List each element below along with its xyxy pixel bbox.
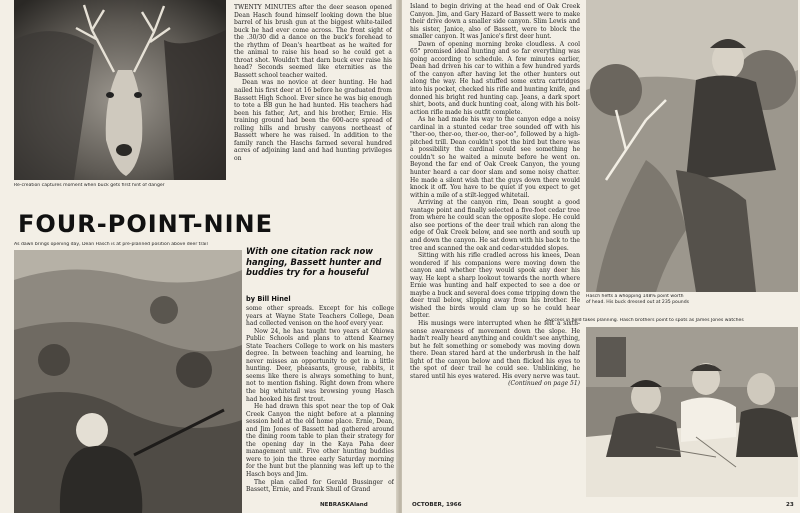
paragraph: Dean was no novice at deer hunting. He had nailed his first deer at 16 before he graduated from Bassett High School. Ever since he was big enough to tote a BB gun he had hunted. His teachers had been his father, Art, and his brother, Ernie. His training ground had been the 600-acre spread of rolling hills and brushy canyons northeast of Bassett where he was raised. In addition to the family ranch the Haschs farmed several hundred acres of adjoining land and had hunting privileges on <box>234 79 392 162</box>
article-column <box>234 4 392 202</box>
paragraph: TWENTY MINUTES after the deer season opened Dean Hasch found himself looking down the blue barrel of his brush gun at the biggest white-tailed buck he had ever come across. The front sight of the .30/30 did a dance on the buck's forehead to the rhythm of Dean's heartbeat as he waited for the animal to raise his head so he could get a throat shot. Wouldn't that darn buck ever raise his head? Seconds seemed like eternities as the Bassett school teacher waited. <box>234 4 392 79</box>
photo-caption: Re-creation captures moment when buck gets first hint of danger <box>14 183 165 188</box>
photo-caption: As dawn brings opening day, Dean Hasch is at pre-planned position above deer trail <box>14 242 208 247</box>
paragraph: The plan called for Gerald Bussinger of Bassett, Ernie, and Frank Shull of Grand <box>246 478 394 494</box>
paragraph: He had drawn this spot near the top of Oak Creek Canyon the night before at a planning session held at the old home place. Ernie, Dean, and Jim Jones of Bassett had gathered around the dining room table to plan their strategy for the opening day in the Kaya Paha deer management unit. Five other hunting buddies were to join the three early Saturday morning for the hunt but the planning was left up to the Hasch boys and Jim. <box>246 403 394 479</box>
paragraph: Arriving at the canyon rim, Dean sought a good vantage point and finally selected a five-foot cedar tree from where he could scan the opposite slope. He could also see portions of the deer trail which ran along the edge of Oak Creek below, and see north and south up and down the canyon. He sat down with his back to the tree and scanned the oak and cedar-studded slopes. <box>410 199 580 252</box>
folio-page-number: 23 <box>786 502 794 508</box>
photo-planning-session <box>586 327 798 497</box>
paragraph: Island to begin driving at the head end of Oak Creek Canyon. Jim, and Gary Hazard of Bassett were to make their drive down a smaller side canyon. Slim Lewis and his sister, Janice, also of Bassett, were to block the smaller canyon. It was Janice's first deer hunt. <box>410 3 580 41</box>
paragraph: His musings were interrupted when he felt a sixth-sense awareness of movement down the slope. He hadn't really heard anything and couldn't see anything, but he felt something or somebody was moving down there. Dean stared hard at the underbrush in the half light of the canyon below and then flicked his eyes to the spot of deer trail he could see. Unblinking, he stared until his eyes watered. His every nerve was taut. <box>410 319 580 380</box>
paragraph: Now 24, he has taught two years at Ohiowa Public Schools and plans to attend Kearney State Teachers College to work on his masters degree. In between teaching and learning, he never misses an opportunity to get in a little hunting. Deer, pheasants, grouse, rabbits, it seems like there is always something to hunt, not to mention fishing. Right down from where the big whitetail was browsing young Hasch had hooked his first trout. <box>246 327 394 403</box>
article-deck: With one citation rack now hanging, Bassett hunter and buddies try for a houseful <box>246 246 382 278</box>
folio-date: OCTOBER, 1966 <box>412 502 462 508</box>
photo-deer-closeup <box>14 0 226 180</box>
photo-caption <box>586 294 798 306</box>
paragraph: some other spreads. Except for his college years at Wayne State Teachers College, Dean had collected venison on the hoof every year. <box>246 305 394 328</box>
caption-line: of head. His buck dressed out at 235 pounds <box>586 300 690 305</box>
article-headline: FOUR-POINT-NINE <box>18 210 274 238</box>
paragraph: As he had made his way to the canyon edge a noisy cardinal in a stunted cedar tree sounded off with his "ther-oo, ther-oo, ther-oo, ther-oo", followed by a high-pitched trill. Dean couldn't spot the bird but there was a possibility the cardinal could see something he couldn't so he waited a minute before he went on. Beyond the far end of Oak Creek Canyon, the young hunter heard a car door slam and some noisy chatter. He made a silent wish that the guys down there would knock it off. You have to be quiet if you expect to get within a mile of a stilt-legged whitetail. <box>410 116 580 199</box>
folio-magazine: NEBRASKAland <box>320 502 368 508</box>
continued-note: (Continued on page 51) <box>508 380 580 388</box>
paragraph: Sitting with his rifle cradled across his knees, Dean wondered if his companions were moving down the canyon and whether they would spook any deer his way. He kept a sharp lookout towards the north where Ernie was hunting and half expected to see a doe or maybe a buck and several does come tripping down the deer trail below, slipping away from his brother. He wished the birds would clam up so he could hear better. <box>410 252 580 320</box>
photo-hunter-hillside <box>14 250 242 513</box>
article-column <box>246 305 394 500</box>
photo-hunter-with-buck <box>586 0 798 292</box>
photo-caption: Success in field takes planning. Hasch brothers point to spots as James Jones watches <box>546 318 744 323</box>
left-page <box>0 0 398 513</box>
paragraph: Dawn of opening morning broke cloudless. A cool 65° promised ideal hunting and so far everything was going according to schedule. A few minutes earlier, Dean had driven his car to within a few hundred yards of the canyon after having let the other hunters out along the way. He had stuffed some extra cartridges into his pocket, checked his rifle and hunting knife, and donned his bright red hunting cap. Jeans, a dark sport shirt, boots, and duck hunting coat, along with his bolt-action rifle made his outfit complete. <box>410 40 580 116</box>
caption-line: Hasch hefts a whopping 148% point worth <box>586 294 684 299</box>
right-page <box>402 0 800 513</box>
article-byline: by Bill Hinel <box>246 295 291 303</box>
article-column <box>410 3 580 495</box>
